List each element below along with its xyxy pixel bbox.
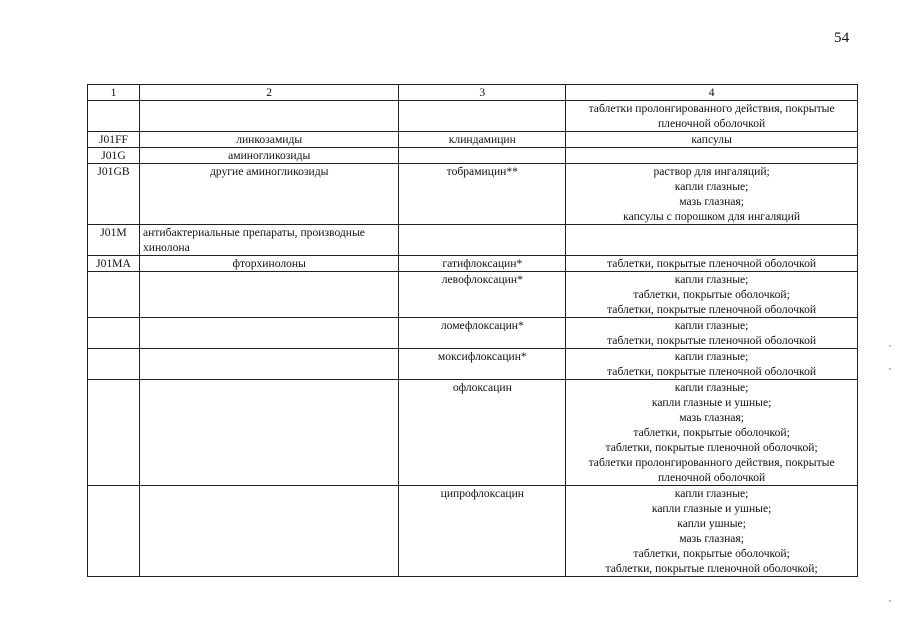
drug-table	[87, 84, 858, 577]
column-number-4: 4	[566, 85, 858, 101]
atc-code-cell	[88, 349, 140, 380]
column-number-2: 2	[139, 85, 398, 101]
group-cell	[139, 318, 398, 349]
dosage-form: капли глазные;	[674, 273, 749, 286]
atc-code-cell: J01FF	[88, 132, 140, 148]
column-number-1: 1	[88, 85, 140, 101]
atc-code-cell	[88, 380, 140, 486]
table-row	[88, 486, 858, 577]
drug-cell	[399, 225, 566, 256]
drug-cell	[399, 148, 566, 164]
group-cell	[139, 272, 398, 318]
dosage-forms-cell	[566, 132, 858, 148]
dosage-form: мазь глазная;	[679, 411, 744, 424]
scan-speck	[889, 600, 891, 602]
table-row	[88, 164, 858, 225]
atc-code-cell	[88, 101, 140, 132]
drug-cell	[399, 101, 566, 132]
table-row	[88, 349, 858, 380]
dosage-form: капли глазные;	[674, 381, 749, 394]
drug-cell: тобрамицин**	[399, 164, 566, 225]
table-row	[88, 318, 858, 349]
group-cell	[139, 349, 398, 380]
drug-cell: клиндамицин	[399, 132, 566, 148]
atc-code-cell: J01MA	[88, 256, 140, 272]
table-row	[88, 272, 858, 318]
dosage-form: капли глазные;	[674, 180, 749, 193]
drug-cell: ломефлоксацин*	[399, 318, 566, 349]
dosage-forms-cell	[566, 380, 858, 486]
table-row	[88, 101, 858, 132]
dosage-forms-cell	[566, 256, 858, 272]
dosage-form: таблетки, покрытые оболочкой;	[633, 547, 790, 560]
dosage-form: таблетки, покрытые пленочной оболочкой	[607, 365, 817, 378]
drug-cell: моксифлоксацин*	[399, 349, 566, 380]
dosage-form: капли глазные;	[674, 487, 749, 500]
dosage-form: капли глазные;	[674, 350, 749, 363]
dosage-forms-cell	[566, 486, 858, 577]
dosage-form: капли глазные;	[674, 319, 749, 332]
drug-cell: ципрофлоксацин	[399, 486, 566, 577]
page-number: 54	[834, 30, 850, 46]
table-row	[88, 256, 858, 272]
dosage-forms-cell	[566, 318, 858, 349]
atc-code-cell	[88, 318, 140, 349]
dosage-form: таблетки пролонгированного действия, покрытые пленочной оболочкой	[588, 102, 835, 130]
group-cell	[139, 101, 398, 132]
dosage-form: таблетки, покрытые оболочкой;	[633, 288, 790, 301]
scan-speck	[889, 345, 891, 347]
dosage-form: капсулы	[691, 133, 732, 146]
column-number-3: 3	[399, 85, 566, 101]
table-row	[88, 148, 858, 164]
table-row	[88, 132, 858, 148]
dosage-form: таблетки, покрытые пленочной оболочкой;	[605, 441, 818, 454]
dosage-forms-cell	[566, 164, 858, 225]
dosage-forms-cell	[566, 272, 858, 318]
group-cell	[139, 486, 398, 577]
dosage-form: капли глазные и ушные;	[651, 502, 772, 515]
dosage-form: капли глазные и ушные;	[651, 396, 772, 409]
group-cell: другие аминогликозиды	[139, 164, 398, 225]
atc-code-cell	[88, 486, 140, 577]
drug-cell: гатифлоксацин*	[399, 256, 566, 272]
table-row	[88, 380, 858, 486]
scan-speck	[889, 368, 891, 370]
dosage-form: капли ушные;	[677, 517, 746, 530]
dosage-form: раствор для ингаляций;	[653, 165, 770, 178]
dosage-forms-cell	[566, 101, 858, 132]
drug-cell: левофлоксацин*	[399, 272, 566, 318]
group-cell: фторхинолоны	[139, 256, 398, 272]
drug-cell: офлоксацин	[399, 380, 566, 486]
dosage-forms-cell	[566, 148, 858, 164]
dosage-forms-cell	[566, 225, 858, 256]
atc-code-cell: J01M	[88, 225, 140, 256]
atc-code-cell	[88, 272, 140, 318]
dosage-form: таблетки, покрытые пленочной оболочкой	[607, 257, 817, 270]
dosage-form: мазь глазная;	[679, 195, 744, 208]
group-cell: антибактериальные препараты, производные хинолона	[139, 225, 398, 256]
dosage-forms-cell	[566, 349, 858, 380]
dosage-form: таблетки, покрытые пленочной оболочкой	[607, 303, 817, 316]
dosage-form: таблетки, покрытые пленочной оболочкой;	[605, 562, 818, 575]
dosage-form: мазь глазная;	[679, 532, 744, 545]
dosage-form: таблетки пролонгированного действия, покрытые пленочной оболочкой	[588, 456, 835, 484]
group-cell: линкозамиды	[139, 132, 398, 148]
atc-code-cell: J01GB	[88, 164, 140, 225]
group-cell: аминогликозиды	[139, 148, 398, 164]
atc-code-cell: J01G	[88, 148, 140, 164]
dosage-form: капсулы с порошком для ингаляций	[623, 210, 801, 223]
dosage-form: таблетки, покрытые пленочной оболочкой	[607, 334, 817, 347]
group-cell	[139, 380, 398, 486]
dosage-form: таблетки, покрытые оболочкой;	[633, 426, 790, 439]
column-number-row	[88, 85, 858, 101]
table-row	[88, 225, 858, 256]
